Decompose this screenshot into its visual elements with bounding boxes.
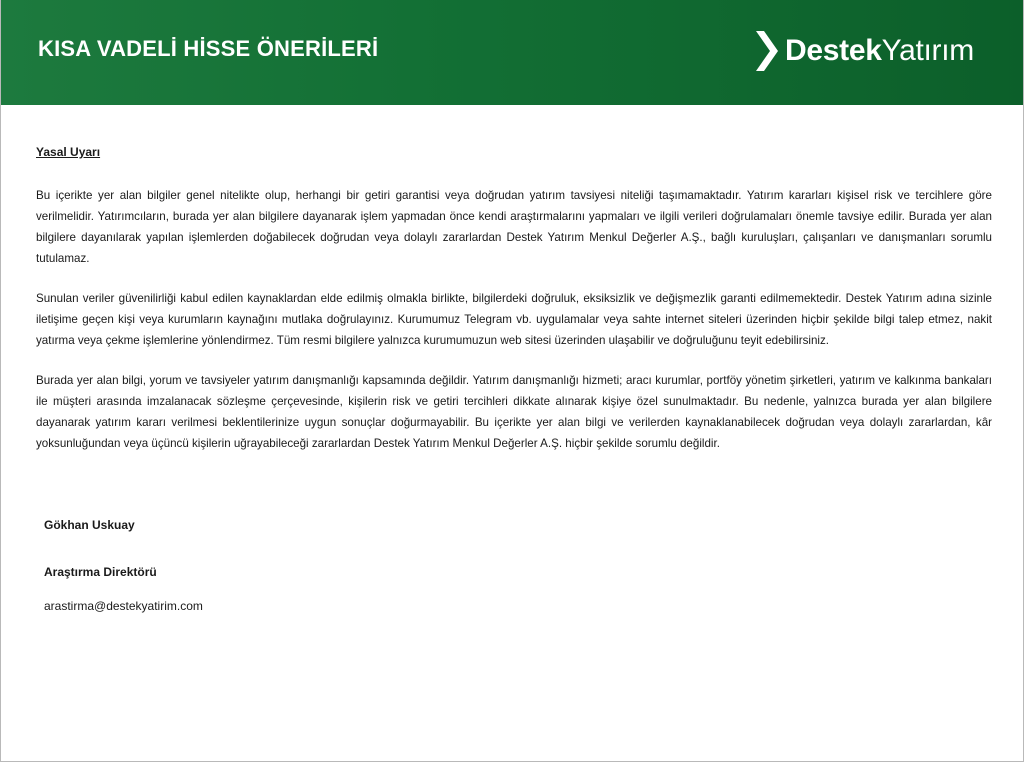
- author-title: Araştırma Direktörü: [44, 565, 157, 579]
- disclaimer-paragraph-1: Bu içerikte yer alan bilgiler genel nitelikte olup, herhangi bir getiri garantisi veya doğrudan yatırım tavsiyesi niteliği taşımamaktadır. Yatırım kararları kişisel risk ve tercihlere göre verilmelidir. Yatırımcıların, burada yer alan bilgilere dayanarak işlem yapmadan önce kendi araştırmalarını yapmaları ve ilgili verileri doğrulamaları önemle tavsiye edilir. Burada yer alan bilgilere dayanılarak yapılan işlemlerden doğabilecek doğrudan veya dolaylı zararlardan Destek Yatırım Menkul Değerler A.Ş., bağlı kuruluşları, çalışanları ve danışmanları sorumlu tutulamaz.: [36, 189, 992, 265]
- header-banner: [1, 0, 1024, 105]
- chevron-mark-icon: [753, 29, 781, 73]
- author-email[interactable]: arastirma@destekyatirim.com: [44, 599, 203, 613]
- disclaimer-paragraph-2: Sunulan veriler güvenilirliği kabul edilen kaynaklardan elde edilmiş olmakla birlikte, bilgilerdeki doğruluk, eksiksizlik ve değişmezlik garanti edilmemektedir. Destek Yatırım adına sizinle iletişime geçen kişi veya kurumların kaynağını mutlaka doğrulayınız. Kurumumuz Telegram vb. uygulamalar veya sahte internet siteleri üzerinden hiçbir şekilde bilgi talep etmez, nakit yatırma veya çekme işlemlerine yönlendirmez. Tüm resmi bilgilere yalnızca kurumumuzun web sitesi üzerinden ulaşabilir ve doğruluğunu teyit edebilirsiniz.: [36, 292, 992, 347]
- disclaimer-section: [36, 145, 992, 473]
- page-title: KISA VADELİ HİSSE ÖNERİLERİ: [38, 36, 379, 61]
- author-name: Gökhan Uskuay: [44, 518, 135, 532]
- disclaimer-paragraph-3: Burada yer alan bilgi, yorum ve tavsiyeler yatırım danışmanlığı kapsamında değildir. Yatırım danışmanlığı hizmeti; aracı kurumlar, portföy yönetim şirketleri, yatırım ve kalkınma bankaları ile müşteri arasında imzalanacak sözleşme çerçevesinde, kişilerin risk ve getiri tercihleri dikkate alınarak kişiye özel sunulmaktadır. Bu nedenle, yalnızca burada yer alan bilgilere dayanarak yatırım kararı verilmesi beklentilerinize uygun sonuçlar doğurmayabilir. Bu içerikte yer alan bilgi ve verilerden kaynaklanabilecek doğrudan veya dolaylı zararlardan, kâr yoksunluğundan veya üçüncü kişilerin uğrayabileceği zararlardan Destek Yatırım Menkul Değerler A.Ş. hiçbir şekilde sorumlu değildir.: [36, 374, 992, 450]
- company-logo: [753, 29, 974, 73]
- signature-block: [44, 518, 203, 613]
- logo-text-bold: Destek: [785, 34, 882, 67]
- disclaimer-heading: Yasal Uyarı: [36, 145, 101, 159]
- logo-text-light: Yatırım: [881, 34, 974, 67]
